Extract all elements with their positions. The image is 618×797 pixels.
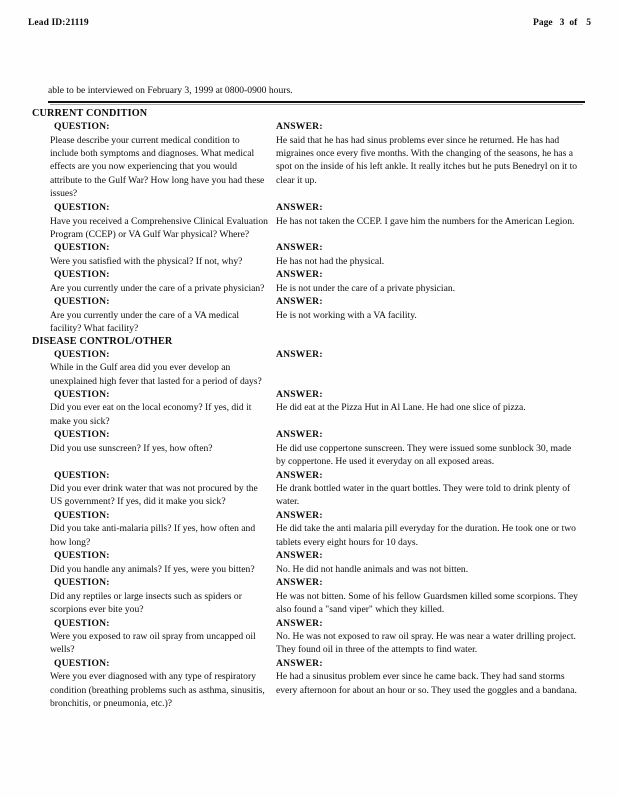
qa-row: [0, 617, 618, 657]
question-label: QUESTION:: [54, 242, 110, 254]
answer-text: He drank bottled water in the quart bottles. They were told to drink plenty of water.: [276, 483, 571, 508]
question-text: Did you ever drink water that was not procured by the US government? If yes, did it make you sick?: [50, 483, 258, 508]
question-text: Have you received a Comprehensive Clinical Evaluation Program (CCEP) or VA Gulf War physical? Where?: [50, 215, 268, 240]
question-text: Were you exposed to raw oil spray from uncapped oil wells?: [50, 631, 256, 656]
section: [0, 336, 618, 711]
question-label: QUESTION:: [54, 509, 110, 521]
section: [0, 108, 618, 336]
answer-cell: [270, 241, 580, 268]
qa-row: [0, 241, 618, 268]
section-title: DISEASE CONTROL/OTHER: [32, 335, 173, 347]
qa-row: [0, 576, 618, 616]
question-cell: [0, 469, 270, 509]
question-text: Did you use sunscreen? If yes, how often?: [50, 442, 213, 454]
answer-cell: [270, 348, 580, 362]
page-header: [0, 18, 618, 34]
question-cell: [0, 348, 270, 388]
question-label: QUESTION:: [54, 348, 110, 360]
answer-label: ANSWER:: [276, 550, 323, 562]
qa-row: [0, 348, 618, 388]
intro-text: able to be interviewed on February 3, 1999 at 0800-0900 hours.: [48, 85, 293, 96]
answer-text: He has not had the physical.: [276, 255, 385, 267]
question-label: QUESTION:: [54, 269, 110, 281]
answer-text: He did take the anti malaria pill everyday for the duration. He took one or two tablets every eight hours for 10 days.: [276, 523, 576, 548]
answer-text: He said that he has had sinus problems ever since he returned. He has had migraines once every five months. With the changing of the seasons, he has a spot on the inside of his left ankle. It really itches but he puts Benedryl on it to clear it up.: [276, 134, 578, 186]
answer-text: He did use coppertone sunscreen. They were issued some sunblock 30, made by coppertone. He used it everyday on all exposed areas.: [276, 442, 572, 468]
answer-text: He is not under the care of a private physician.: [276, 282, 456, 294]
qa-row: [0, 120, 618, 201]
answer-label: ANSWER:: [276, 657, 323, 669]
answer-label: ANSWER:: [276, 296, 323, 308]
question-label: QUESTION:: [54, 202, 110, 213]
answer-label: ANSWER:: [276, 348, 323, 360]
question-label: QUESTION:: [54, 657, 110, 669]
qa-row: [0, 509, 618, 549]
question-cell: [0, 428, 270, 455]
question-cell: [0, 295, 270, 335]
answer-cell: [270, 295, 580, 322]
answer-label: ANSWER:: [276, 577, 323, 589]
answer-cell: [270, 388, 580, 415]
lead-id-label: Lead ID:: [28, 18, 66, 28]
question-cell: [0, 268, 270, 295]
question-label: QUESTION:: [54, 429, 110, 441]
qa-row: [0, 201, 618, 241]
qa-row: [0, 428, 618, 468]
answer-text: He was not bitten. Some of his fellow Guardsmen killed some scorpions. They also found a "sand viper" which they killed.: [276, 590, 578, 616]
qa-row: [0, 549, 618, 576]
question-text: While in the Gulf area did you ever develop an unexplained high fever that lasted for a period of days?: [50, 362, 262, 387]
answer-label: ANSWER:: [276, 509, 323, 521]
question-cell: [0, 657, 270, 711]
page-number: 3: [559, 18, 565, 28]
question-text: Are you currently under the care of a VA medical facility? What facility?: [50, 309, 240, 335]
answer-label: ANSWER:: [276, 388, 323, 400]
page-total: 5: [586, 18, 591, 28]
question-text: Did you ever eat on the local economy? If yes, did it make you sick?: [50, 402, 252, 427]
question-text: Please describe your current medical condition to include both symptoms and diagnoses. What medical effects are you now experiencing that you would attribute to the Gulf War? How long have you had these issues?: [50, 134, 265, 200]
answer-text: He is not working with a VA facility.: [276, 309, 417, 321]
question-cell: [0, 509, 270, 549]
qa-row: [0, 657, 618, 711]
question-text: Were you ever diagnosed with any type of respiratory condition (breathing problems such as asthma, sinusitis, bronchitis, or pneumonia, etc.)?: [50, 671, 265, 710]
answer-label: ANSWER:: [276, 121, 323, 132]
question-label: QUESTION:: [54, 388, 110, 400]
page-indicator: [533, 18, 591, 28]
page-of-label: of: [569, 18, 578, 28]
question-text: Did any reptiles or large insects such as spiders or scorpions ever bite you?: [50, 590, 242, 616]
answer-text: No. He was not exposed to raw oil spray. He was near a water drilling project. They found oil in three of the attempts to find water.: [276, 631, 576, 656]
answer-label: ANSWER:: [276, 617, 323, 629]
answer-label: ANSWER:: [276, 202, 323, 213]
question-text: Were you satisfied with the physical? If not, why?: [50, 255, 243, 267]
question-cell: [0, 201, 270, 241]
question-label: QUESTION:: [54, 296, 110, 308]
lead-id: [28, 18, 89, 28]
answer-label: ANSWER:: [276, 429, 323, 441]
question-label: QUESTION:: [54, 121, 110, 132]
answer-text: He did eat at the Pizza Hut in Al Lane. He had one slice of pizza.: [276, 402, 526, 414]
answer-cell: [270, 268, 580, 295]
qa-row: [0, 469, 618, 509]
page-label: Page: [533, 18, 553, 28]
qa-row: [0, 268, 618, 295]
answer-cell: [270, 428, 580, 468]
question-text: Did you handle any animals? If yes, were you bitten?: [50, 563, 255, 575]
question-cell: [0, 241, 270, 268]
question-label: QUESTION:: [54, 577, 110, 589]
question-cell: [0, 388, 270, 428]
question-cell: [0, 576, 270, 616]
answer-cell: [270, 201, 580, 228]
answer-text: He had a sinusitus problem ever since he came back. They had sand storms every afternoon for about an hour or so. They used the goggles and a bandana.: [276, 671, 577, 696]
answer-cell: [270, 657, 580, 697]
answer-label: ANSWER:: [276, 469, 323, 481]
section-title: CURRENT CONDITION: [32, 108, 148, 119]
lead-id-value: 21119: [65, 18, 89, 28]
header-divider: [48, 101, 585, 103]
answer-cell: [270, 549, 580, 576]
question-label: QUESTION:: [54, 469, 110, 481]
answer-text: He has not taken the CCEP. I gave him the numbers for the American Legion.: [276, 215, 575, 227]
answer-label: ANSWER:: [276, 269, 323, 281]
answer-cell: [270, 617, 580, 657]
answer-text: No. He did not handle animals and was not bitten.: [276, 563, 469, 575]
answer-cell: [270, 509, 580, 549]
question-text: Are you currently under the care of a private physician?: [50, 282, 265, 294]
answer-cell: [270, 120, 580, 187]
question-cell: [0, 617, 270, 657]
qa-row: [0, 295, 618, 335]
document-body: [0, 108, 618, 711]
question-cell: [0, 120, 270, 201]
question-text: Did you take anti-malaria pills? If yes, how often and how long?: [50, 523, 256, 548]
answer-cell: [270, 576, 580, 616]
qa-row: [0, 388, 618, 428]
question-cell: [0, 549, 270, 576]
question-label: QUESTION:: [54, 617, 110, 629]
question-label: QUESTION:: [54, 550, 110, 562]
answer-cell: [270, 469, 580, 509]
answer-label: ANSWER:: [276, 242, 323, 254]
